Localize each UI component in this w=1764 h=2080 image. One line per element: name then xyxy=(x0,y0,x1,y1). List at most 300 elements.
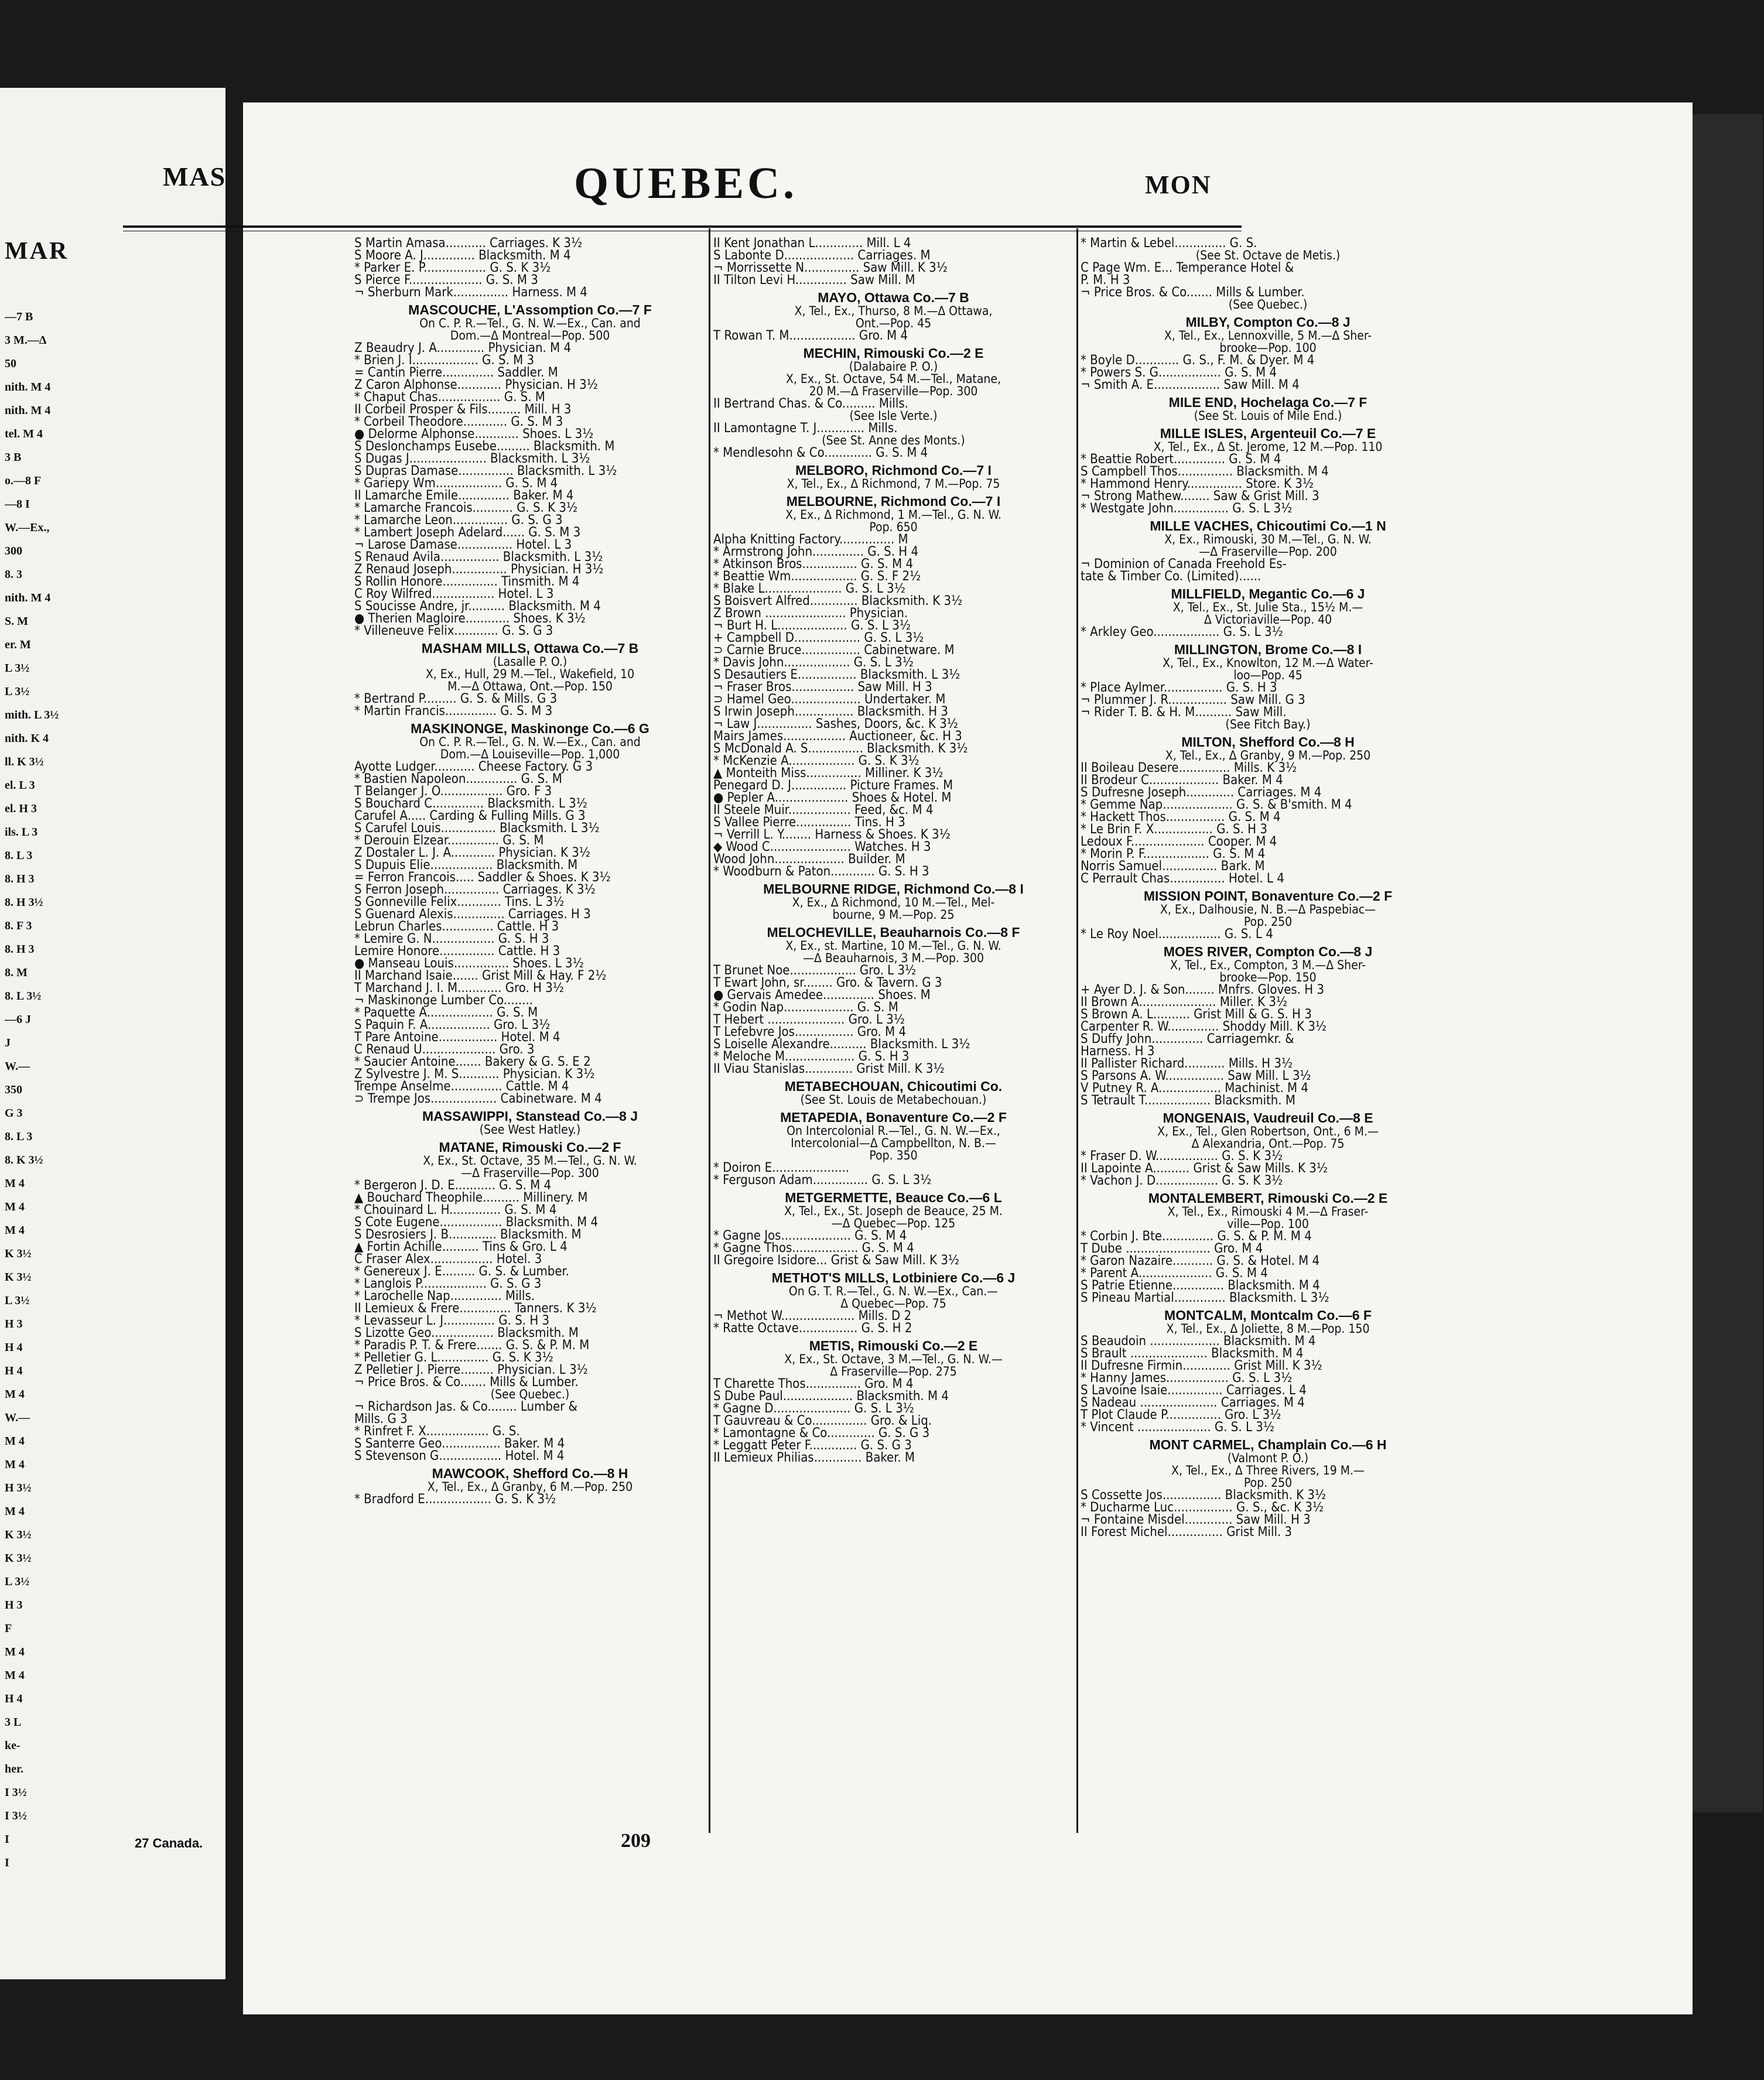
directory-entry: S Patrie Etienne.............. Blacksmith. M 4 xyxy=(1081,1278,1320,1293)
directory-entry: * Hackett Thos................ G. S. M 4 xyxy=(1081,810,1281,825)
directory-entry: S Loiselle Alexandre.......... Blacksmith. L 3½ xyxy=(713,1037,970,1052)
directory-entry: Ledoux F.................... Cooper. M 4 xyxy=(1081,834,1277,849)
place-info: On C. P. R.—Tel., G. N. W.—Ex., Can. and xyxy=(419,316,641,330)
place-heading: MILBY, Compton Co.—8 J xyxy=(1185,314,1351,330)
directory-entry: Z Beaudry J. A............. Physician. M 4 xyxy=(354,341,572,355)
directory-entry: * Lamarche Francois........... G. S. K 3½ xyxy=(354,501,578,515)
directory-entry: * Corbin J. Bte.............. G. S. & P. M. M 4 xyxy=(1081,1229,1312,1244)
left-page-fragment: M 4 xyxy=(5,1200,25,1213)
directory-entry: II Corbeil Prosper & Fils......... Mill. H 3 xyxy=(354,402,572,417)
directory-entry: ▲ Monteith Miss............... Milliner. K 3½ xyxy=(713,766,943,781)
left-page-fragment: H 4 xyxy=(5,1341,23,1354)
directory-entry: Z Caron Alphonse............ Physician. H 3½ xyxy=(354,378,598,392)
directory-entry: ¬ Larose Damase............... Hotel. L 3 xyxy=(354,538,572,552)
directory-entry: C Page Wm. E... Temperance Hotel & xyxy=(1081,261,1294,275)
directory-entry: ▲ Bouchard Theophile.......... Millinery. M xyxy=(354,1190,588,1205)
place-heading: MELBOURNE RIDGE, Richmond Co.—8 I xyxy=(763,881,1024,897)
directory-entry: ¬ Smith A. E.................. Saw Mill. M 4 xyxy=(1081,378,1300,392)
directory-entry: * McKenzie A.................. G. S. K 3½ xyxy=(713,754,919,768)
directory-entry: * Lemire G. N................. G. S. H 3 xyxy=(354,932,549,946)
left-page-fragment: W.— xyxy=(5,1411,30,1424)
directory-entry: II Bertrand Chas. & Co......... Mills. xyxy=(713,396,908,411)
directory-entry: S Parsons A. W................ Saw Mill. L 3½ xyxy=(1081,1069,1311,1083)
directory-entry: V Putney R. A................. Machinist. M 4 xyxy=(1081,1081,1308,1096)
directory-entry: Alpha Knitting Factory............... M xyxy=(713,532,908,547)
directory-entry: Z Brown ...................... Physician. xyxy=(713,606,908,621)
directory-entry: Carufel A..... Carding & Fulling Mills. G 3 xyxy=(354,809,586,823)
directory-entry: S Dupras Damase............... Blacksmith. L 3½ xyxy=(354,464,617,478)
directory-entry: Lemire Honore............... Cattle. H 3 xyxy=(354,944,560,959)
place-heading: MILLFIELD, Megantic Co.—6 J xyxy=(1171,586,1365,601)
place-heading: MONTCALM, Montcalm Co.—6 F xyxy=(1164,1308,1372,1323)
place-info: Δ Victoriaville—Pop. 40 xyxy=(1204,613,1332,627)
directory-entry: * Larochelle Nap.............. Mills. xyxy=(354,1289,535,1304)
place-info: X, Ex., Rimouski, 30 M.—Tel., G. N. W. xyxy=(1164,532,1372,546)
directory-entry: S Soucisse Andre, jr.......... Blacksmith. M 4 xyxy=(354,599,601,614)
place-heading: METAPEDIA, Bonaventure Co.—2 F xyxy=(780,1110,1007,1125)
directory-entry: * Arkley Geo.................. G. S. L 3½ xyxy=(1081,625,1283,639)
left-page-fragment: —6 J xyxy=(5,1013,31,1026)
place-info: loo—Pop. 45 xyxy=(1233,668,1303,682)
directory-entry: S Cote Eugene................. Blacksmith. M 4 xyxy=(354,1215,599,1230)
left-page-fragment: 8. H 3½ xyxy=(5,896,43,909)
page-edge-shadow xyxy=(1693,114,1763,1812)
directory-entry: * Chouinard L. H.............. G. S. M 4 xyxy=(354,1203,557,1217)
directory-entry: II Lemieux & Frere.............. Tanners. K 3½ xyxy=(354,1301,597,1316)
directory-entry: * Leggatt Peter F............. G. S. G 3 xyxy=(713,1438,912,1453)
directory-entry: ◆ Wood C...................... Watches. H 3 xyxy=(713,840,931,854)
place-heading: MASHAM MILLS, Ottawa Co.—7 B xyxy=(421,641,639,656)
place-info: (See St. Louis de Metabechouan.) xyxy=(800,1093,987,1107)
place-info: (See St. Louis of Mile End.) xyxy=(1194,409,1342,423)
directory-entry: * Ducharme Luc................ G. S., &c. K 3½ xyxy=(1081,1500,1324,1515)
left-page-fragment: 350 xyxy=(5,1083,22,1096)
directory-entry: * Le Roy Noel................. G. S. L 4 xyxy=(1081,927,1273,942)
left-page-fragment: 8. H 3 xyxy=(5,943,35,956)
place-info: (See Quebec.) xyxy=(1228,297,1308,312)
place-info: ville—Pop. 100 xyxy=(1227,1217,1309,1231)
directory-entry: * Davis John.................. G. S. L 3½ xyxy=(713,655,914,670)
directory-entry: Mills. G 3 xyxy=(354,1412,408,1426)
directory-entry: S Moore A. J.............. Blacksmith. M 4 xyxy=(354,248,571,263)
directory-entry: * Pelletier G. L.............. G. S. K 3½ xyxy=(354,1350,553,1365)
directory-entry: T Rowan T. M.................. Gro. M 4 xyxy=(713,329,908,343)
directory-entry: S Campbell Thos............... Blacksmith. M 4 xyxy=(1081,464,1329,479)
place-info: Dom.—Δ Louiseville—Pop. 1,000 xyxy=(440,747,620,761)
left-page-fragment: I 3½ xyxy=(5,1809,27,1822)
directory-entry: * Bergeron J. D. E........... G. S. M 4 xyxy=(354,1178,552,1193)
directory-entry: * Gagne Jos................... G. S. M 4 xyxy=(713,1229,907,1243)
place-info: X, Ex., Δ Richmond, 10 M.—Tel., Mel- xyxy=(792,895,995,909)
place-info: bourne, 9 M.—Pop. 25 xyxy=(832,908,955,922)
directory-entry: ● Manseau Louis............... Shoes. L 3½ xyxy=(354,956,584,971)
directory-entry: ¬ Fraser Bros................. Saw Mill. H 3 xyxy=(713,680,932,695)
directory-entry: Trempe Anselme.............. Cattle. M 4 xyxy=(354,1079,569,1094)
left-page-fragment: L 3½ xyxy=(5,662,30,675)
place-info: (Lasalle P. O.) xyxy=(493,655,568,669)
place-info: 20 M.—Δ Fraserville—Pop. 300 xyxy=(809,384,978,398)
left-page-fragment: J xyxy=(5,1036,11,1049)
directory-entry: II Viau Stanislas............. Grist Mill. K 3½ xyxy=(713,1062,945,1076)
left-page-fragment: 8. M xyxy=(5,966,28,979)
place-heading: MAYO, Ottawa Co.—7 B xyxy=(818,290,969,305)
place-info: X, Tel., Ex., St. Joseph de Beauce, 25 M. xyxy=(784,1204,1003,1218)
directory-entry: S Labonte D................... Carriages. M xyxy=(713,248,931,263)
directory-entry: T Charette Thos............... Gro. M 4 xyxy=(713,1377,914,1391)
directory-entry: tate & Timber Co. (Limited)...... xyxy=(1081,569,1262,584)
directory-entry: * Ratte Octave................ G. S. H 2 xyxy=(713,1321,912,1336)
directory-entry: S Lizotte Geo................. Blacksmith. M xyxy=(354,1326,579,1340)
directory-entry: * Paradis P. T. & Frere....... G. S. & P. M. M xyxy=(354,1338,590,1353)
left-page-fragment: el. H 3 xyxy=(5,802,37,815)
directory-entry: C Perrault Chas............... Hotel. L 4 xyxy=(1081,871,1284,886)
directory-entry: S Brown A. L.......... Grist Mill & G. S. H 3 xyxy=(1081,1007,1312,1022)
place-heading: MILLE ISLES, Argenteuil Co.—7 E xyxy=(1160,426,1376,441)
place-info: (See West Hatley.) xyxy=(479,1123,581,1137)
directory-entry: T Belanger J. O................. Gro. F 3 xyxy=(354,784,552,799)
place-info: X, Tel., Ex., Knowlton, 12 M.—Δ Water- xyxy=(1163,656,1373,670)
directory-entry: * Lambert Joseph Adelard...... G. S. M 3 xyxy=(354,525,581,540)
directory-entry: * Gariepy Wm.................. G. S. M 4 xyxy=(354,476,558,491)
left-page-fragment: —8 I xyxy=(5,498,30,511)
directory-entry: * Beattie Wm.................. G. S. F 2½ xyxy=(713,569,921,584)
left-page-fragment: W.— xyxy=(5,1060,30,1073)
directory-entry: * Bradford E.................. G. S. K 3½ xyxy=(354,1492,556,1507)
directory-entry: * Woodburn & Paton............ G. S. H 3 xyxy=(713,864,929,879)
directory-entry: Mairs James................. Auctioneer, &c. H 3 xyxy=(713,729,962,744)
place-info: Pop. 250 xyxy=(1243,1476,1293,1490)
directory-entry: * Derouin Elzear.............. G. S. M xyxy=(354,833,544,848)
left-page-fragment: H 3½ xyxy=(5,1482,32,1494)
directory-entry: S Guenard Alexis.............. Carriages. H 3 xyxy=(354,907,591,922)
left-page-fragment: F xyxy=(5,1622,12,1635)
directory-entry: * Brien J. I.................. G. S. M 3 xyxy=(354,353,535,368)
directory-entry: S Stevenson G................. Hotel. M 4 xyxy=(354,1449,565,1463)
left-page-fragment: 3 M.—Δ xyxy=(5,334,47,347)
place-info: On Intercolonial R.—Tel., G. N. W.—Ex., xyxy=(787,1124,1000,1138)
left-page-fragment: 8. L 3 xyxy=(5,1130,33,1143)
directory-entry: II Forest Michel............... Grist Mill. 3 xyxy=(1081,1525,1293,1540)
directory-entry: II Brown A..................... Miller. K 3½ xyxy=(1081,995,1288,1010)
directory-entry: C Roy Wilfred................. Hotel. L 3 xyxy=(354,587,554,601)
left-page-fragment: M 4 xyxy=(5,1388,25,1401)
place-info: X, Ex., St. Octave, 54 M.—Tel., Matane, xyxy=(785,372,1001,386)
place-heading: MASSAWIPPI, Stanstead Co.—8 J xyxy=(422,1109,638,1124)
place-heading: MONT CARMEL, Champlain Co.—6 H xyxy=(1149,1437,1387,1452)
running-head-right: MON xyxy=(1145,170,1212,199)
directory-entry: Ayotte Ludger........... Cheese Factory. G 3 xyxy=(354,760,593,774)
place-heading: MILLE VACHES, Chicoutimi Co.—1 N xyxy=(1150,518,1386,533)
left-page-fragment: nith. M 4 xyxy=(5,381,51,394)
directory-entry: S Nadeau ..................... Carriages. M 4 xyxy=(1081,1395,1305,1410)
place-info: —Δ Fraserville—Pop. 300 xyxy=(461,1166,599,1180)
left-page-fragment: her. xyxy=(5,1763,24,1775)
place-heading: MONTALEMBERT, Rimouski Co.—2 E xyxy=(1148,1190,1388,1206)
directory-entry: * Westgate John............... G. S. L 3½ xyxy=(1081,501,1293,516)
left-page-fragment: 8. F 3 xyxy=(5,919,32,932)
place-info: X, Tel., Ex., St. Julie Sta., 15½ M.— xyxy=(1172,600,1363,614)
directory-entry: * Chaput Chas................. G. S. M xyxy=(354,390,545,405)
directory-entry: S Dube Paul................... Blacksmith. M 4 xyxy=(713,1389,949,1404)
directory-entry: S Tetrault T.................. Blacksmith. M xyxy=(1081,1093,1295,1108)
left-page-fragment: nith. M 4 xyxy=(5,404,51,417)
directory-entry: * Morin P. F.................. G. S. M 4 xyxy=(1081,847,1266,861)
directory-entry: ¬ Richardson Jas. & Co........ Lumber & xyxy=(354,1400,577,1414)
directory-entry: S Brault ..................... Blacksmith. M 4 xyxy=(1081,1346,1304,1361)
left-page-fragment: K 3½ xyxy=(5,1528,32,1541)
left-facing-page xyxy=(0,88,225,1979)
place-heading: MAWCOOK, Shefford Co.—8 H xyxy=(432,1466,628,1481)
place-info: X, Ex., st. Martine, 10 M.—Tel., G. N. W. xyxy=(785,939,1001,953)
place-info: M.—Δ Ottawa, Ont.—Pop. 150 xyxy=(447,679,613,693)
left-page-fragment: mith. L 3½ xyxy=(5,709,59,721)
place-info: X, Ex., St. Octave, 35 M.—Tel., G. N. W. xyxy=(423,1154,637,1168)
directory-entry: P. M. H 3 xyxy=(1081,273,1130,288)
place-info: X, Ex., Hull, 29 M.—Tel., Wakefield, 10 xyxy=(425,667,635,681)
directory-entry: S Cossette Jos................ Blacksmith. K 3½ xyxy=(1081,1488,1327,1503)
place-info: X, Tel., Ex., Lennoxville, 5 M.—Δ Sher- xyxy=(1164,329,1372,343)
left-page-fragment: H 4 xyxy=(5,1364,23,1377)
left-page-fragment: 300 xyxy=(5,545,22,557)
place-heading: MISSION POINT, Bonaventure Co.—2 F xyxy=(1143,888,1393,904)
directory-entry: = Ferron Francois..... Saddler & Shoes. K 3½ xyxy=(354,870,611,885)
left-page-fragment: 8. L 3½ xyxy=(5,990,42,1003)
directory-entry: * Vincent .................... G. S. L 3½ xyxy=(1081,1420,1275,1435)
directory-entry: T Lefebvre Jos................ Gro. M 4 xyxy=(713,1025,907,1039)
directory-entry: S Boisvert Alfred............. Blacksmith. K 3½ xyxy=(713,594,963,608)
directory-entry: T Dube ....................... Gro. M 4 xyxy=(1081,1241,1263,1256)
directory-entry: Carpenter R. W.............. Shoddy Mill. K 3½ xyxy=(1081,1020,1327,1034)
directory-entry: S Paquin F. A................. Gro. L 3½ xyxy=(354,1018,551,1032)
directory-entry: + Ayer D. J. & Son........ Mnfrs. Gloves. H 3 xyxy=(1081,983,1325,997)
directory-column-1 xyxy=(354,237,706,1848)
place-info: (See Quebec.) xyxy=(490,1387,570,1401)
left-page-fragment: nith. M 4 xyxy=(5,591,51,604)
place-info: Dom.—Δ Montreal—Pop. 500 xyxy=(450,329,610,343)
left-page-fragment: ll. K 3½ xyxy=(5,755,44,768)
directory-entry: * Levasseur L. J.............. G. S. H 3 xyxy=(354,1313,550,1328)
left-page-fragment: I xyxy=(5,1833,9,1846)
directory-entry: * Vachon J. D................. G. S. K 3½ xyxy=(1081,1174,1283,1188)
directory-entry: S Dupuis Elie................. Blacksmith. M xyxy=(354,858,578,873)
directory-entry: * Beattie Robert.............. G. S. M 4 xyxy=(1081,452,1281,467)
running-head-title: QUEBEC. xyxy=(574,159,798,208)
left-page-fragment: W.—Ex., xyxy=(5,521,50,534)
directory-entry: S Irwin Joseph................ Blacksmith. H 3 xyxy=(713,704,948,719)
left-page-fragment: er. M xyxy=(5,638,31,651)
directory-entry: * Genereux J. E......... G. S. & Lumber. xyxy=(354,1264,569,1279)
directory-entry: * Bastien Napoleon.............. G. S. M xyxy=(354,772,562,786)
left-page-fragment: H 3 xyxy=(5,1318,23,1330)
directory-entry: * Rinfret F. X................. G. S. xyxy=(354,1424,520,1439)
directory-entry: II Gregoire Isidore... Grist & Saw Mill. K 3½ xyxy=(713,1253,960,1268)
left-page-fragment: S. M xyxy=(5,615,28,628)
directory-entry: ● Pepler A.................... Shoes & Hotel. M xyxy=(713,791,952,805)
place-heading: MILTON, Shefford Co.—8 H xyxy=(1181,734,1355,750)
left-page-fragment: M 4 xyxy=(5,1458,25,1471)
place-info: (See St. Octave de Metis.) xyxy=(1195,248,1341,262)
directory-entry: + Campbell D.................. G. S. L 3½ xyxy=(713,631,924,645)
place-info: Ont.—Pop. 45 xyxy=(855,316,932,330)
directory-entry: II Tilton Levi H.............. Saw Mill. M xyxy=(713,273,915,288)
directory-entry: ⊃ Carnie Bruce................ Cabinetware. M xyxy=(713,643,955,658)
left-page-fragment: nith. K 4 xyxy=(5,732,49,745)
place-info: X, Tel., Ex., Δ Richmond, 7 M.—Pop. 75 xyxy=(787,477,1000,491)
footer-signature: 27 Canada. xyxy=(135,1836,203,1850)
left-page-fragment: M 4 xyxy=(5,1645,25,1658)
directory-entry: ¬ Maskinonge Lumber Co........ xyxy=(354,993,534,1008)
directory-entry: * Atkinson Bros............... G. S. M 4 xyxy=(713,557,914,572)
place-info: Pop. 350 xyxy=(869,1148,918,1162)
left-page-fragment: 3 L xyxy=(5,1716,22,1729)
directory-entry: * Mendlesohn & Co............. G. S. M 4 xyxy=(713,446,928,460)
directory-entry: ▲ Fortin Achille.......... Tins & Gro. L 4 xyxy=(354,1240,568,1254)
place-heading: METGERMETTE, Beauce Co.—6 L xyxy=(785,1190,1002,1205)
directory-entry: S Martin Amasa........... Carriages. K 3½ xyxy=(354,237,583,251)
directory-entry: * Parent A.................... G. S. M 4 xyxy=(1081,1266,1268,1281)
directory-entry: II Lapointe A.......... Grist & Saw Mills. K 3½ xyxy=(1081,1161,1328,1176)
place-info: brooke—Pop. 150 xyxy=(1219,970,1317,984)
directory-entry: * Langlois P.................. G. S. G 3 xyxy=(354,1277,542,1291)
directory-entry: * Corbeil Theodore............ G. S. M 3 xyxy=(354,415,563,429)
directory-entry: ⊃ Hamel Geo................... Undertaker. M xyxy=(713,692,946,707)
directory-entry: S McDonald A. S............... Blacksmith. K 3½ xyxy=(713,741,968,756)
directory-entry: II Brodeur C................... Baker. M 4 xyxy=(1081,773,1283,788)
directory-entry: S Pierce F.................... G. S. M 3 xyxy=(354,273,538,288)
place-heading: MATANE, Rimouski Co.—2 F xyxy=(439,1140,621,1155)
directory-column-2 xyxy=(713,237,1074,1848)
left-page-fragment: M 4 xyxy=(5,1505,25,1518)
left-page-fragment: K 3½ xyxy=(5,1271,32,1284)
place-info: X, Ex., Δ Richmond, 1 M.—Tel., G. N. W. xyxy=(785,508,1001,522)
directory-entry: ● Therien Magloire............ Shoes. K 3½ xyxy=(354,611,586,626)
place-info: X, Ex., Tel., Glen Robertson, Ont., 6 M.— xyxy=(1157,1124,1379,1138)
place-info: Intercolonial—Δ Campbellton, N. B.— xyxy=(791,1136,996,1150)
left-page-fragment: M 4 xyxy=(5,1177,25,1190)
directory-entry: * Paquette A.................. G. S. M xyxy=(354,1005,538,1020)
directory-entry: * Gemme Nap................... G. S. & B'smith. M 4 xyxy=(1081,798,1352,812)
left-page-fragment: ke- xyxy=(5,1739,20,1752)
directory-entry: Z Sylvestre J. M. S........... Physician. K 3½ xyxy=(354,1067,595,1082)
place-info: (Valmont P. O.) xyxy=(1227,1451,1309,1465)
place-heading: MELBOURNE, Richmond Co.—7 I xyxy=(786,494,1001,509)
left-page-fragment: L 3½ xyxy=(5,685,30,698)
directory-entry: T Ewart John, sr........ Gro. & Tavern. G 3 xyxy=(713,976,942,990)
place-heading: MONGENAIS, Vaudreuil Co.—8 E xyxy=(1163,1110,1373,1125)
place-info: X, Tel., Ex., Δ Joliette, 8 M.—Pop. 150 xyxy=(1166,1322,1370,1336)
place-info: On C. P. R.—Tel., G. N. W.—Ex., Can. and xyxy=(419,735,641,749)
column-rule-1 xyxy=(709,228,710,1833)
directory-entry: S Ferron Joseph............... Carriages. K 3½ xyxy=(354,882,596,897)
directory-entry: S Pineau Martial.............. Blacksmith. L 3½ xyxy=(1081,1291,1329,1305)
directory-entry: ¬ Sherburn Mark............... Harness. M 4 xyxy=(354,285,587,300)
directory-entry: * Doiron E..................... xyxy=(713,1161,850,1175)
directory-entry: S Desautiers E................ Blacksmith. L 3½ xyxy=(713,668,960,682)
place-info: X, Tel., Ex., Compton, 3 M.—Δ Sher- xyxy=(1170,958,1366,972)
left-page-fragment: I xyxy=(5,1856,9,1869)
directory-entry: ¬ Verrill L. Y........ Harness & Shoes. K 3½ xyxy=(713,827,951,842)
directory-entry: II Boileau Desere.............. Mills. K 3½ xyxy=(1081,761,1297,775)
directory-entry: ¬ Rider T. B. & H. M.......... Saw Mill. xyxy=(1081,705,1287,720)
directory-entry: * Martin & Lebel.............. G. S. xyxy=(1081,237,1257,251)
directory-entry: * Gagne Thos.................. G. S. M 4 xyxy=(713,1241,914,1255)
place-heading: MILE END, Hochelaga Co.—7 F xyxy=(1168,395,1368,410)
directory-entry: * Hammond Henry............... Store. K 3½ xyxy=(1081,477,1314,491)
directory-entry: T Pare Antoine................ Hotel. M 4 xyxy=(354,1030,560,1045)
directory-entry: ¬ Law J............... Sashes, Doors, &c. K 3½ xyxy=(713,717,958,731)
left-page-fragment: ils. L 3 xyxy=(5,826,38,839)
directory-entry: * Godin Nap................... G. S. M xyxy=(713,1000,898,1015)
directory-entry: * Powers S. G................. G. S. M 4 xyxy=(1081,365,1277,380)
directory-entry: S Renaud Avila................ Blacksmith. L 3½ xyxy=(354,550,603,565)
place-heading: MASCOUCHE, L'Assomption Co.—7 F xyxy=(408,302,652,317)
place-info: (See St. Anne des Monts.) xyxy=(822,433,965,447)
directory-entry: ● Delorme Alphonse............ Shoes. L 3½ xyxy=(354,427,594,442)
place-info: —Δ Beauharnois, 3 M.—Pop. 300 xyxy=(803,951,984,965)
place-heading: MECHIN, Rimouski Co.—2 E xyxy=(803,345,984,361)
directory-entry: S Rollin Honore............... Tinsmith. M 4 xyxy=(354,574,580,589)
directory-entry: * Boyle D............ G. S., F. M. & Dyer. M 4 xyxy=(1081,353,1315,368)
directory-entry: S Deslonchamps Eusebe......... Blacksmith. M xyxy=(354,439,615,454)
directory-column-3 xyxy=(1081,237,1455,1848)
directory-entry: T Marchand J. I. M............ Gro. H 3½ xyxy=(354,981,564,995)
directory-entry: * Gagne D..................... G. S. L 3½ xyxy=(713,1401,914,1416)
directory-entry: S Beaudoin ................... Blacksmith. M 4 xyxy=(1081,1334,1316,1349)
directory-entry: II Lamarche Emile.............. Baker. M 4 xyxy=(354,488,574,503)
directory-entry: ● Gervais Amedee.............. Shoes. M xyxy=(713,988,931,1003)
directory-entry: II Kent Jonathan L............. Mill. L 4 xyxy=(713,237,911,251)
directory-entry: II Dufresne Firmin............. Grist Mill. K 3½ xyxy=(1081,1359,1322,1373)
directory-entry: S Gonneville Felix............ Tins. L 3½ xyxy=(354,895,565,909)
left-page-fragment: el. L 3 xyxy=(5,779,35,792)
left-page-fragment: K 3½ xyxy=(5,1552,32,1565)
directory-entry: S Lavoine Isaie............... Carriages. L 4 xyxy=(1081,1383,1307,1398)
directory-entry: * Martin Francis.............. G. S. M 3 xyxy=(354,704,553,719)
left-page-fragment: —7 B xyxy=(5,310,33,323)
directory-entry: * Bertrand P......... G. S. & Mills. G 3 xyxy=(354,692,558,706)
place-info: Δ Fraserville—Pop. 275 xyxy=(830,1364,957,1378)
left-page-fragment: K 3½ xyxy=(5,1247,32,1260)
directory-entry: * Lamarche Leon............... G. S. G 3 xyxy=(354,513,563,528)
directory-entry: II Steele Muir................. Feed, &c. M 4 xyxy=(713,803,934,817)
directory-entry: S Duffy John.............. Carriagemkr. & xyxy=(1081,1032,1294,1046)
directory-entry: * Place Aylmer................ G. S. H 3 xyxy=(1081,680,1277,695)
place-heading: METHOT'S MILLS, Lotbiniere Co.—6 J xyxy=(771,1270,1016,1285)
place-info: Δ Quebec—Pop. 75 xyxy=(840,1296,946,1311)
directory-entry: * Lamontagne & Co............. G. S. G 3 xyxy=(713,1426,930,1441)
directory-entry: ¬ Price Bros. & Co....... Mills & Lumber. xyxy=(1081,285,1305,300)
directory-entry: * Saucier Antoine....... Bakery & G. S. E 2 xyxy=(354,1055,591,1069)
place-info: (Dalabaire P. O.) xyxy=(849,360,938,374)
directory-entry: S Vallee Pierre............... Tins. H 3 xyxy=(713,815,905,830)
directory-entry: S Santerre Geo................ Baker. M 4 xyxy=(354,1436,565,1451)
place-info: X, Ex., St. Octave, 3 M.—Tel., G. N. W.— xyxy=(784,1352,1003,1366)
directory-entry: ¬ Dominion of Canada Freehold Es- xyxy=(1081,557,1287,572)
left-page-fragment: L 3½ xyxy=(5,1294,30,1307)
directory-entry: II Lemieux Philias............. Baker. M xyxy=(713,1450,915,1465)
left-page-fragment: 8. 3 xyxy=(5,568,22,581)
place-heading: MELOCHEVILLE, Beauharnois Co.—8 F xyxy=(767,925,1020,940)
left-page-fragment: tel. M 4 xyxy=(5,427,43,440)
left-page-fragment: 8. H 3 xyxy=(5,873,35,885)
directory-entry: ¬ Methot W.................... Mills. D 2 xyxy=(713,1309,912,1323)
directory-entry: ¬ Morrissette N............... Saw Mill. K 3½ xyxy=(713,261,948,275)
directory-entry: * Ferguson Adam............... G. S. L 3½ xyxy=(713,1173,932,1188)
left-page-fragment: o.—8 F xyxy=(5,474,42,487)
directory-entry: II Pallister Richard........... Mills. H 3½ xyxy=(1081,1056,1293,1071)
directory-entry: * Parker E. P................. G. S. K 3½ xyxy=(354,261,551,275)
place-heading: MILLINGTON, Brome Co.—8 I xyxy=(1174,642,1362,657)
